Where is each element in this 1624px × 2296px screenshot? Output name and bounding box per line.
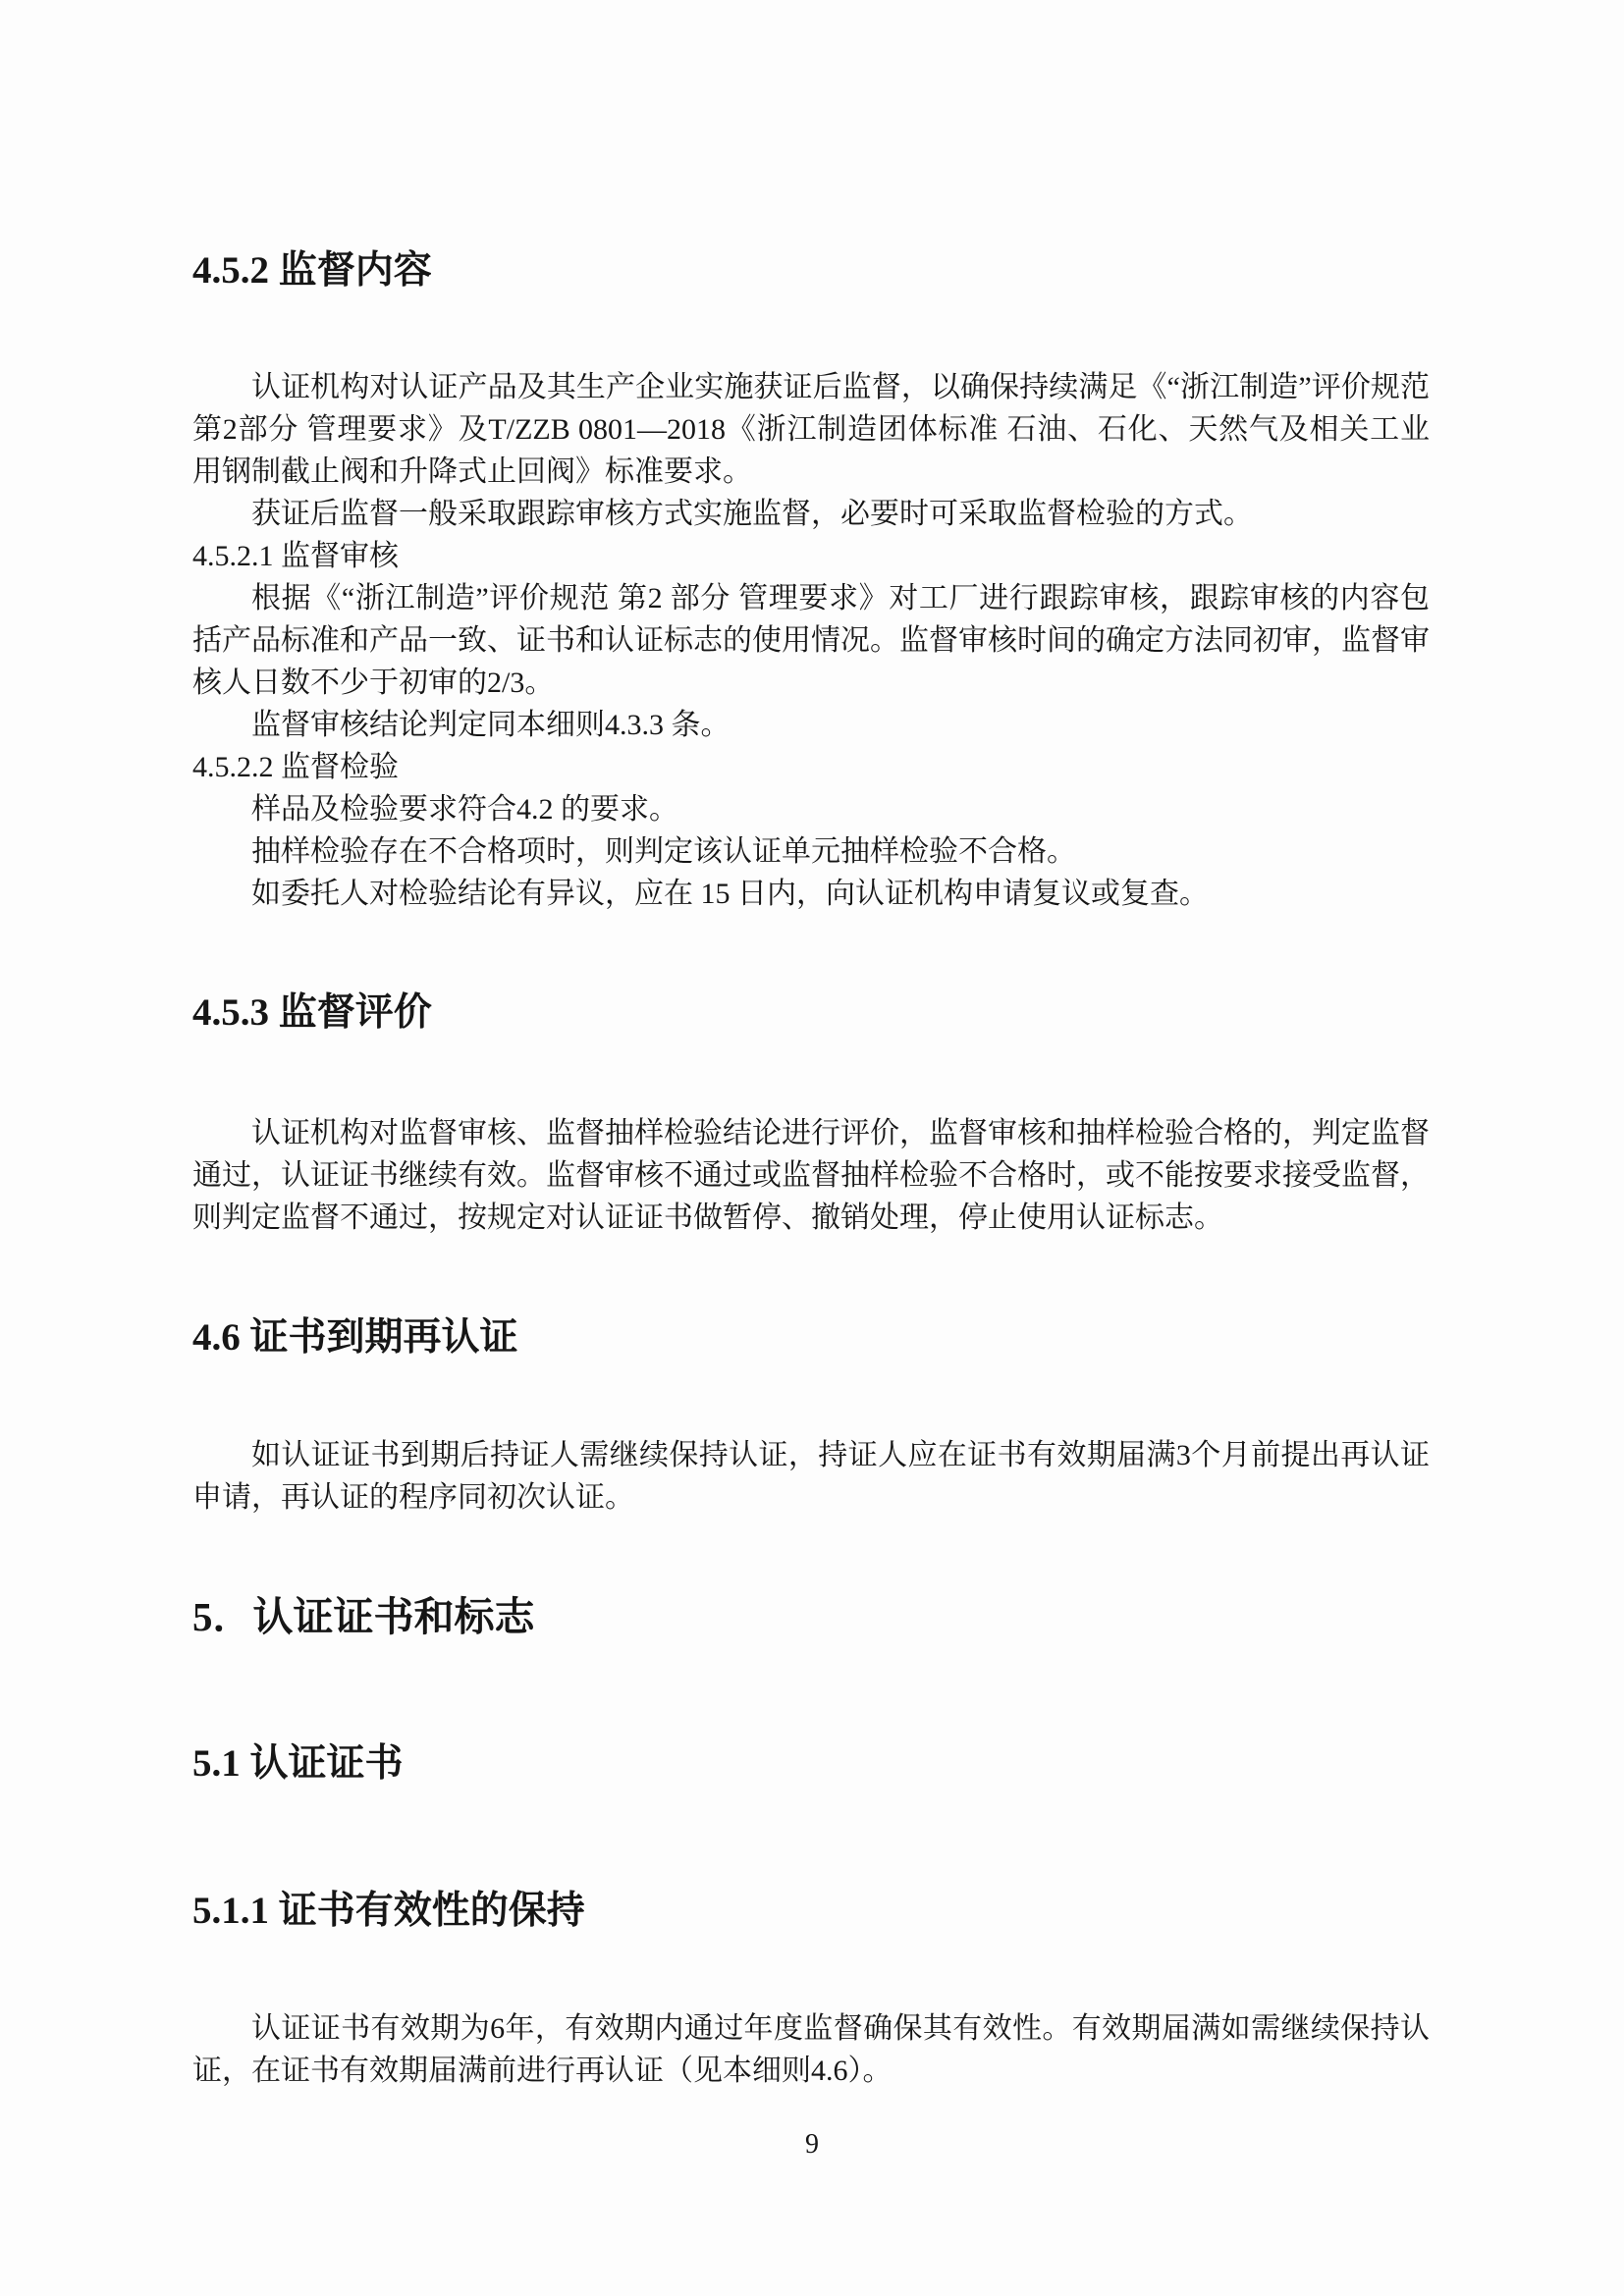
body-paragraph: 认证机构对认证产品及其生产企业实施获证后监督，以确保持续满足《“浙江制造”评价规范 第2部分 管理要求》及T/ZZB 0801—2018《浙江制造团体标准 石油、石化、天然气及相关工业用钢制截止阀和升降式止回阀》标准要求。 bbox=[192, 371, 1430, 488]
body-paragraph: 获证后监督一般采取跟踪审核方式实施监督，必要时可采取监督检验的方式。 bbox=[251, 498, 1253, 530]
body-paragraph: 抽样检验存在不合格项时，则判定该认证单元抽样检验不合格。 bbox=[251, 835, 1076, 868]
clause-heading-4-5-2-1: 4.5.2.1 监督审核 bbox=[192, 540, 399, 572]
heading-4-5-2: 4.5.2 监督内容 bbox=[192, 249, 432, 292]
body-paragraph: 根据《“浙江制造”评价规范 第2 部分 管理要求》对工厂进行跟踪审核，跟踪审核的内容包括产品标准和产品一致、证书和认证标志的使用情况。监督审核时间的确定方法同初审，监督审核人日数不少于初审的2/3。 bbox=[192, 582, 1430, 699]
document-content bbox=[192, 0, 1430, 2092]
body-paragraph: 认证证书有效期为6年，有效期内通过年度监督确保其有效性。有效期届满如需继续保持认证，在证书有效期届满前进行再认证（见本细则4.6）。 bbox=[192, 2012, 1430, 2087]
heading-5: 5．认证证书和标志 bbox=[192, 1594, 535, 1639]
heading-4-5-3: 4.5.3 监督评价 bbox=[192, 991, 432, 1034]
heading-5-1: 5.1 认证证书 bbox=[192, 1742, 404, 1785]
body-paragraph: 如委托人对检验结论有异议，应在 15 日内，向认证机构申请复议或复查。 bbox=[251, 878, 1209, 910]
heading-4-6: 4.6 证书到期再认证 bbox=[192, 1316, 518, 1359]
page-number: 9 bbox=[805, 2129, 819, 2160]
body-paragraph: 监督审核结论判定同本细则4.3.3 条。 bbox=[251, 709, 731, 741]
heading-5-1-1: 5.1.1 证书有效性的保持 bbox=[192, 1890, 585, 1932]
clause-heading-4-5-2-2: 4.5.2.2 监督检验 bbox=[192, 751, 399, 783]
body-paragraph: 认证机构对监督审核、监督抽样检验结论进行评价，监督审核和抽样检验合格的，判定监督通过，认证证书继续有效。监督审核不通过或监督抽样检验不合格时，或不能按要求接受监督，则判定监督不通过，按规定对认证证书做暂停、撤销处理，停止使用认证标志。 bbox=[192, 1117, 1430, 1234]
body-paragraph: 样品及检验要求符合4.2 的要求。 bbox=[251, 793, 678, 826]
body-paragraph: 如认证证书到期后持证人需继续保持认证，持证人应在证书有效期届满3个月前提出再认证申请，再认证的程序同初次认证。 bbox=[192, 1439, 1430, 1514]
